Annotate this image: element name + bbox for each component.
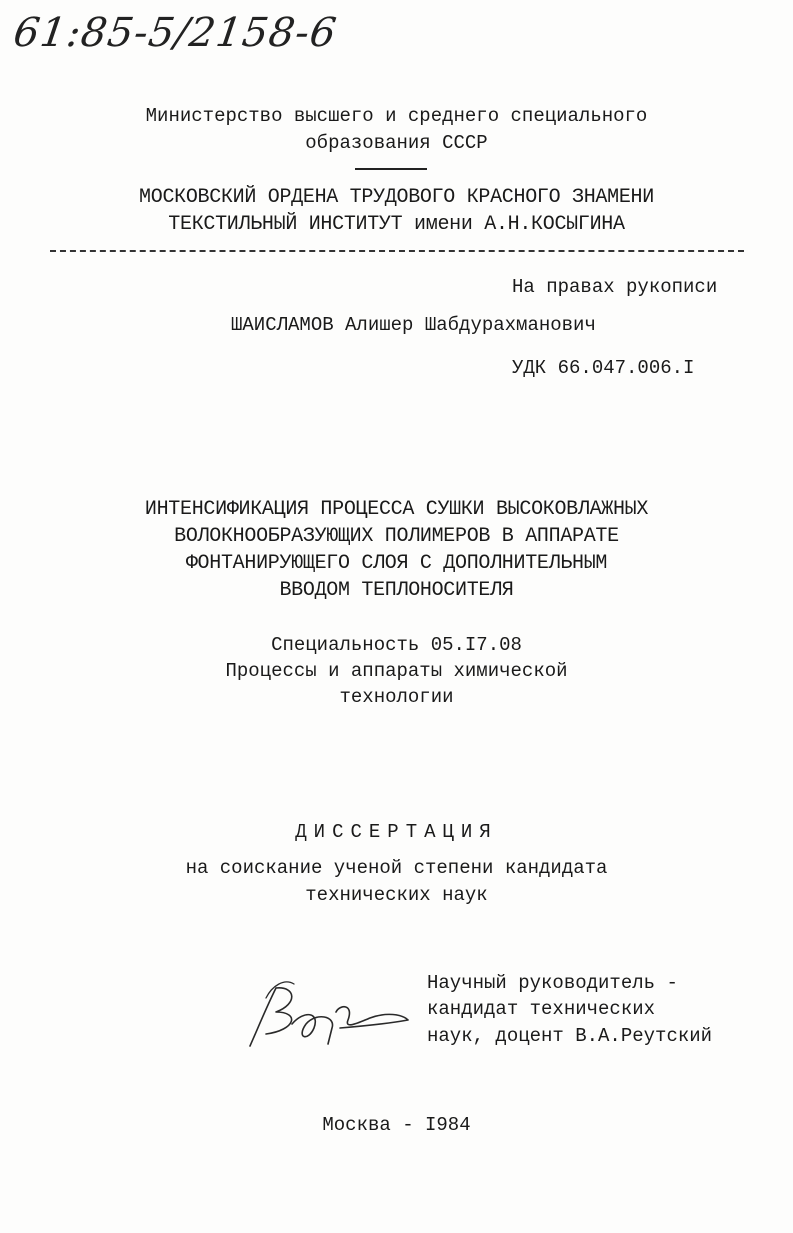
- dashed-divider: [50, 250, 744, 252]
- short-divider: [355, 168, 427, 170]
- udc-code: УДК 66.047.006.I: [512, 357, 695, 379]
- supervisor-line-3: наук, доцент В.А.Реутский: [427, 1025, 713, 1047]
- supervisor-signature: [236, 968, 416, 1060]
- dissertation-line-2: технических наук: [305, 884, 488, 906]
- specialty-name-2: технологии: [339, 686, 454, 708]
- institute-line-2: ТЕКСТИЛЬНЫЙ ИНСТИТУТ имени А.Н.КОСЫГИНА: [168, 213, 625, 236]
- author-name: ШАИСЛАМОВ Алишер Шабдурахманович: [231, 314, 596, 336]
- dissertation-heading: ДИССЕРТАЦИЯ: [295, 821, 498, 843]
- ministry-line-2: образования СССР: [305, 132, 488, 154]
- title-line-4: ВВОДОМ ТЕПЛОНОСИТЕЛЯ: [279, 579, 514, 602]
- city-year: Москва - I984: [322, 1114, 471, 1136]
- specialty-name-1: Процессы и аппараты химической: [225, 660, 568, 682]
- supervisor-line-2: кандидат технических: [427, 998, 656, 1020]
- manuscript-rights: На правах рукописи: [512, 276, 718, 298]
- title-line-1: ИНТЕНСИФИКАЦИЯ ПРОЦЕССА СУШКИ ВЫСОКОВЛАЖНЫХ: [144, 498, 649, 521]
- ministry-line-1: Министерство высшего и среднего специального: [145, 105, 648, 127]
- title-line-2: ВОЛОКНООБРАЗУЮЩИХ ПОЛИМЕРОВ В АППАРАТЕ: [174, 525, 619, 548]
- dissertation-line-1: на соискание ученой степени кандидата: [185, 857, 608, 879]
- supervisor-line-1: Научный руководитель -: [427, 972, 678, 994]
- institute-line-1: МОСКОВСКИЙ ОРДЕНА ТРУДОВОГО КРАСНОГО ЗНАМЕНИ: [139, 186, 654, 209]
- specialty-code: Специальность 05.I7.08: [271, 634, 522, 656]
- archive-mark: 61:85-5/2158-6: [10, 10, 340, 56]
- title-line-3: ФОНТАНИРУЮЩЕГО СЛОЯ С ДОПОЛНИТЕЛЬНЫМ: [185, 552, 608, 575]
